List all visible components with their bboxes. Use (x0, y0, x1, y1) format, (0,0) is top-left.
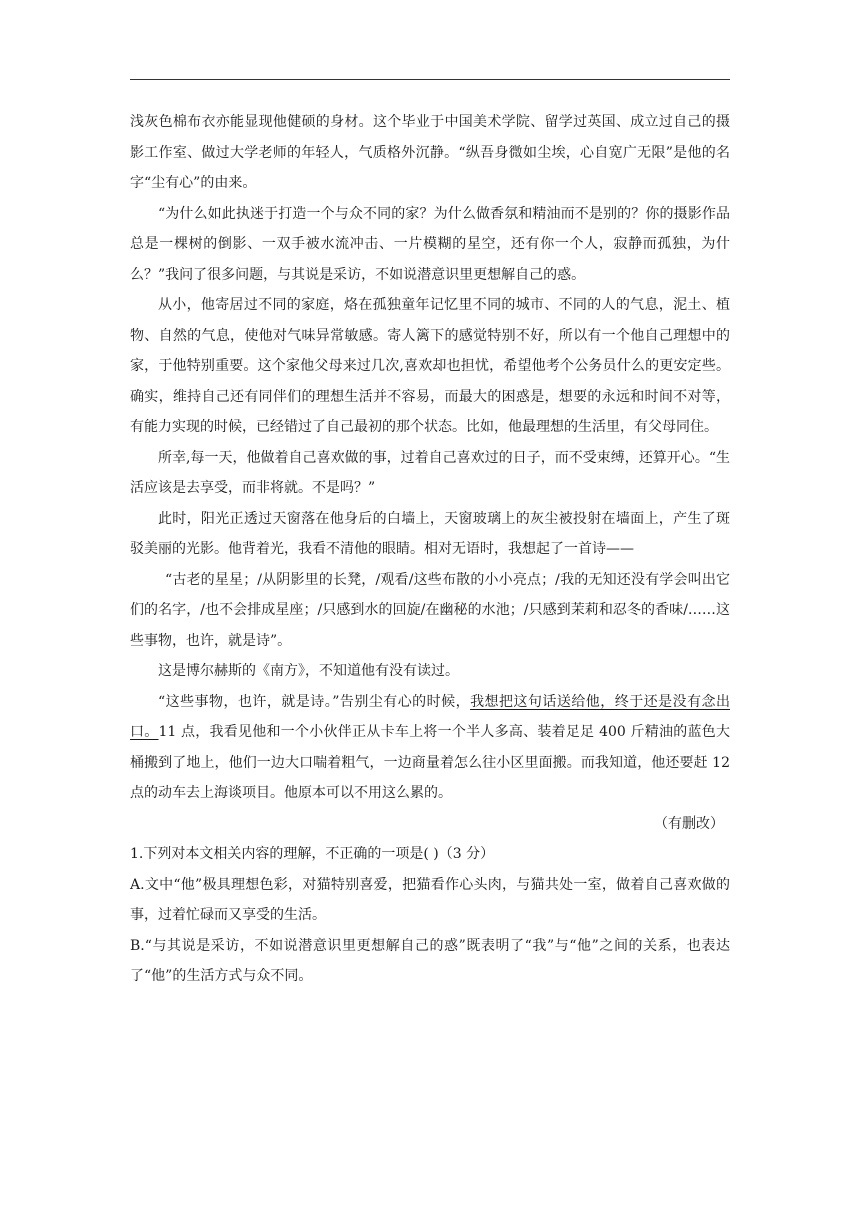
paragraph-7: 这是博尔赫斯的《南方》，不知道他有没有读过。 (158, 663, 459, 679)
header-rule (130, 79, 730, 80)
option-b: B.“与其说是采访，不如说潜意识里更想解自己的惑”既表明了“我”与“他”之间的关系，也表达了“他”的生活方式与众不同。 (130, 937, 730, 984)
paragraph-5: 此时，阳光正透过天窗落在他身后的白墙上，天窗玻璃上的灰尘被投射在墙面上，产生了斑驳美丽的光影。他背着光，我看不清他的眼睛。相对无语时，我想起了一首诗—— (130, 510, 730, 557)
article-body (130, 107, 730, 992)
poem-quote: “古老的星星；/从阴影里的长凳，/观看/这些布散的小小亮点；/我的无知还没有学会叫出它们的名字，/也不会排成星座；/只感到水的回旋/在幽秘的水池；/只感到茉莉和忍冬的香味/……这些事物，也许，就是诗”。 (130, 571, 730, 649)
paragraph-3: 从小，他寄居过不同的家庭，烙在孤独童年记忆里不同的城市、不同的人的气息，泥土、植物、自然的气息，使他对气味异常敏感。寄人篱下的感觉特别不好，所以有一个他自己理想中的家，于他特别重要。这个家他父母来过几次,喜欢却也担忧，希望他考个公务员什么的更安定些。确实，维持自己还有同伴们的理想生活并不容易，而最大的困惑是，想要的永远和时间不对等，有能力实现的时候，已经错过了自己最初的那个状态。比如，他最理想的生活里，有父母同住。 (130, 297, 730, 435)
paragraph-8 (130, 687, 730, 809)
paragraph-8-rest: 11 点，我看见他和一个小伙伴正从卡车上将一个半人多高、装着足足 400 斤精油的蓝色大桶搬到了地上，他们一边大口喘着粗气，一边商量着怎么往小区里面搬。而我知道，他还要赶 12 点的动车去上海谈项目。他原本可以不用这么累的。 (130, 724, 731, 801)
question-stem: 1.下列对本文相关内容的理解，不正确的一项是( )（3 分） (130, 846, 495, 862)
paragraph-2: “为什么如此执迷于打造一个与众不同的家？为什么做香氛和精油而不是别的？你的摄影作品总是一棵树的倒影、一双手被水流冲击、一片模糊的星空，还有你一个人，寂静而孤独，为什么？”我问了很多问题，与其说是采访，不如说潜意识里更想解自己的惑。 (130, 205, 730, 283)
underlined-sentence: 我想把这句话送给他，终于还是没有念出口。 (130, 693, 730, 740)
paragraph-4: 所幸,每一天，他做着自己喜欢做的事，过着自己喜欢过的日子，而不受束缚，还算开心。“生活应该是去享受，而非将就。不是吗？” (130, 449, 730, 496)
option-a: A.文中“他”极具理想色彩，对猫特别喜爱，把猫看作心头肉，与猫共处一室，做着自己喜欢做的事，过着忙碌而又享受的生活。 (130, 876, 730, 923)
paragraph-1: 浅灰色棉布衣亦能显现他健硕的身材。这个毕业于中国美术学院、留学过英国、成立过自己的摄影工作室、做过大学老师的年轻人，气质格外沉静。“纵吾身微如尘埃，心自宽广无限”是他的名字“尘有心”的由来。 (130, 114, 730, 191)
source-note: （有删改） (654, 815, 724, 832)
paragraph-8-lead: “这些事物，也许，就是诗。”告别尘有心的时候， (158, 693, 471, 710)
